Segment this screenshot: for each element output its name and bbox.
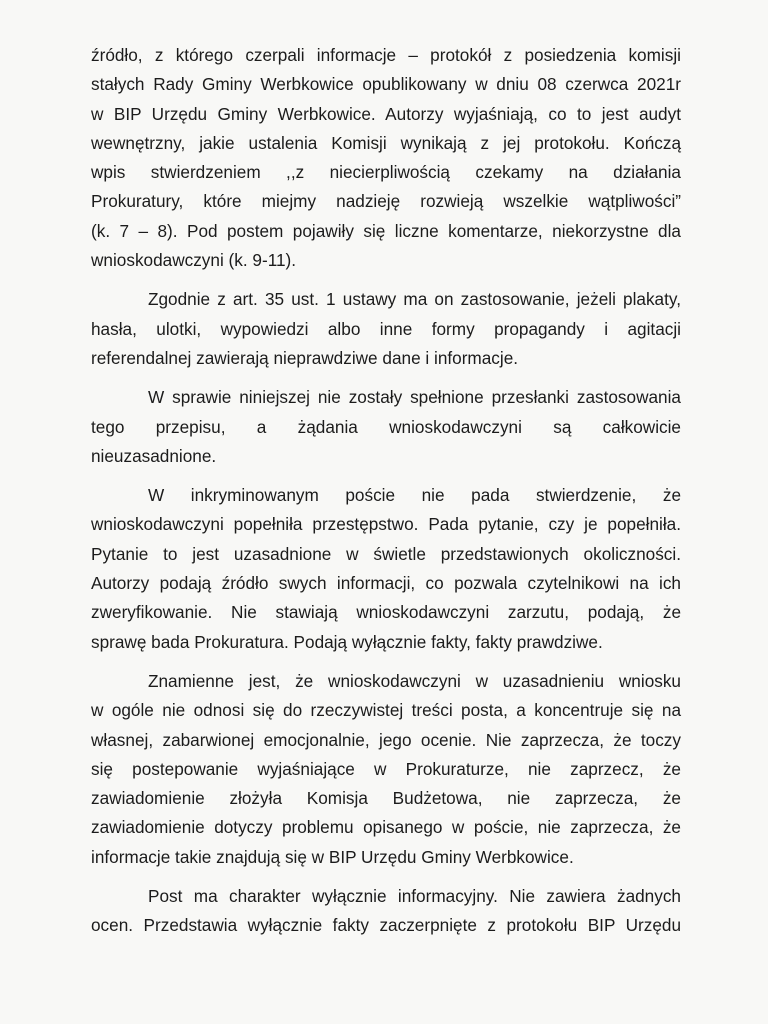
text-line: referendalnej zawierają nieprawdziwe dane i informacje. bbox=[91, 347, 519, 368]
text-line: ocen. Przedstawia wyłącznie fakty zaczerpnięte z protokołu BIP Urzędu bbox=[91, 915, 681, 936]
text-line: zweryfikowanie. Nie stawiają wnioskodawczyni zarzutu, podają, że bbox=[91, 602, 681, 623]
text-line: sprawę bada Prokuratura. Podają wyłącznie fakty, fakty prawdziwe. bbox=[91, 631, 603, 652]
paragraph bbox=[91, 667, 681, 872]
text-line: się postepowanie wyjaśniające w Prokuraturze, nie zaprzecz, że bbox=[91, 758, 681, 779]
text-line: hasła, ulotki, wypowiedzi albo inne formy propagandy i agitacji bbox=[91, 318, 681, 339]
text-line: w BIP Urzędu Gminy Werbkowice. Autorzy wyjaśniają, co to jest audyt bbox=[91, 103, 681, 124]
paragraph bbox=[91, 383, 681, 471]
text-line: własnej, zabarwionej emocjonalnie, jego ocenie. Nie zaprzecza, że toczy bbox=[91, 729, 681, 750]
paragraph bbox=[91, 285, 681, 373]
text-line: zawiadomienie złożyła Komisja Budżetowa, nie zaprzecza, że bbox=[91, 788, 681, 809]
document-body bbox=[91, 41, 681, 951]
paragraph bbox=[91, 481, 681, 657]
text-line: źródło, z którego czerpali informacje – protokół z posiedzenia komisji bbox=[91, 45, 681, 65]
text-line: stałych Rady Gminy Werbkowice opublikowany w dniu 08 czerwca 2021r bbox=[91, 74, 681, 95]
text-line: nieuzasadnione. bbox=[91, 445, 217, 466]
text-line: wnioskodawczyni (k. 9-11). bbox=[91, 250, 297, 271]
text-line: Pytanie to jest uzasadnione w świetle przedstawionych okoliczności. bbox=[91, 543, 681, 564]
text-line: Prokuratury, które miejmy nadzieję rozwieją wszelkie wątpliwości” bbox=[91, 191, 681, 212]
text-line: wewnętrzny, jakie ustalenia Komisji wynikają z jej protokołu. Kończą bbox=[91, 132, 681, 153]
text-line: Zgodnie z art. 35 ust. 1 ustawy ma on zastosowanie, jeżeli plakaty, bbox=[148, 289, 681, 310]
paragraph bbox=[91, 41, 681, 275]
text-line: informacje takie znajdują się w BIP Urzędu Gminy Werbkowice. bbox=[91, 846, 574, 867]
text-line: Post ma charakter wyłącznie informacyjny. Nie zawiera żadnych bbox=[148, 886, 681, 907]
text-line: wnioskodawczyni popełniła przestępstwo. Pada pytanie, czy je popełniła. bbox=[91, 514, 681, 535]
text-line: W inkryminowanym poście nie pada stwierdzenie, że bbox=[148, 485, 681, 506]
text-line: Znamienne jest, że wnioskodawczyni w uzasadnieniu wniosku bbox=[148, 670, 681, 691]
text-line: wpis stwierdzeniem ,,z niecierpliwością czekamy na działania bbox=[91, 162, 681, 183]
text-line: (k. 7 – 8). Pod postem pojawiły się liczne komentarze, niekorzystne dla bbox=[91, 220, 681, 241]
text-line: W sprawie niniejszej nie zostały spełnione przesłanki zastosowania bbox=[148, 387, 681, 408]
paragraph bbox=[91, 882, 681, 941]
text-line: w ogóle nie odnosi się do rzeczywistej treści posta, a koncentruje się na bbox=[91, 700, 681, 721]
text-line: Autorzy podają źródło swych informacji, co pozwala czytelnikowi na ich bbox=[91, 573, 681, 594]
text-line: tego przepisu, a żądania wnioskodawczyni są całkowicie bbox=[91, 416, 681, 437]
text-line: zawiadomienie dotyczy problemu opisanego w poście, nie zaprzecza, że bbox=[91, 817, 681, 838]
